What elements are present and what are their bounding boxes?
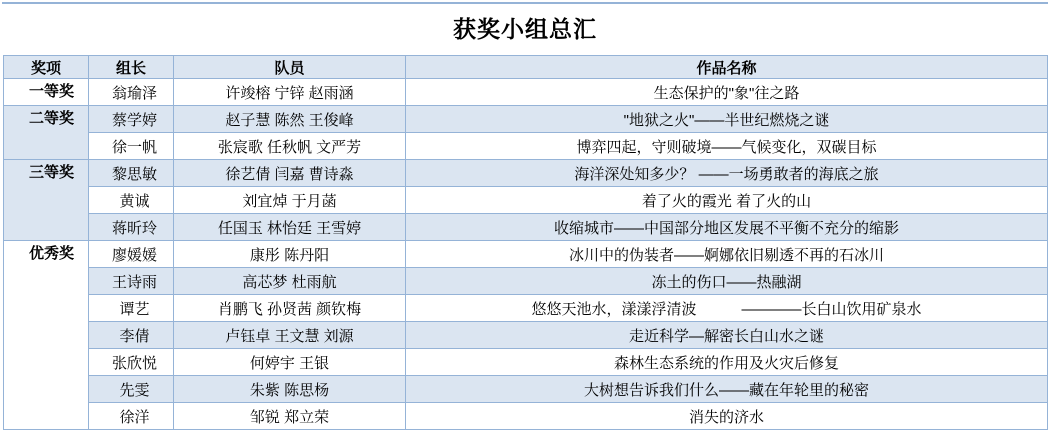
members-cell: 高芯梦 杜雨航	[174, 268, 406, 295]
leader-cell: 张欣悦	[89, 349, 174, 376]
work-cell: 走近科学—解密长白山水之谜	[406, 322, 1048, 349]
members-cell: 何婷宇 王银	[174, 349, 406, 376]
award-cell: 二等奖	[4, 106, 89, 160]
members-cell: 卢钰卓 王文慧 刘源	[174, 322, 406, 349]
members-cell: 肖鹏飞 孙贤茜 颜钦梅	[174, 295, 406, 322]
work-cell: 冻土的伤口——热融湖	[406, 268, 1048, 295]
table-row	[4, 241, 1048, 268]
header-members: 队员	[174, 56, 406, 79]
work-cell: 大树想告诉我们什么——藏在年轮里的秘密	[406, 376, 1048, 403]
header-award: 奖项	[4, 56, 89, 79]
members-cell: 康彤 陈丹阳	[174, 241, 406, 268]
table-row	[4, 403, 1048, 430]
table-row	[4, 187, 1048, 214]
leader-cell: 徐洋	[89, 403, 174, 430]
header-work: 作品名称	[406, 56, 1048, 79]
award-cell: 优秀奖	[4, 241, 89, 430]
work-cell: 冰川中的伪装者——婀娜依旧剔透不再的石冰川	[406, 241, 1048, 268]
leader-cell: 黄诚	[89, 187, 174, 214]
work-cell: 着了火的霞光 着了火的山	[406, 187, 1048, 214]
award-cell: 三等奖	[4, 160, 89, 241]
header-row	[4, 56, 1048, 79]
table-row	[4, 376, 1048, 403]
table-row	[4, 79, 1048, 106]
leader-cell: 徐一帆	[89, 133, 174, 160]
table-row	[4, 322, 1048, 349]
work-cell: 生态保护的"象"往之路	[406, 79, 1048, 106]
leader-cell: 翁瑜泽	[89, 79, 174, 106]
table-row	[4, 295, 1048, 322]
members-cell: 许竣榕 宁锌 赵雨涵	[174, 79, 406, 106]
table-row	[4, 133, 1048, 160]
leader-cell: 李倩	[89, 322, 174, 349]
work-cell: "地狱之火"——半世纪燃烧之谜	[406, 106, 1048, 133]
awards-table	[3, 55, 1048, 430]
document-page	[0, 2, 1050, 430]
members-cell: 赵子慧 陈然 王俊峰	[174, 106, 406, 133]
table-row	[4, 160, 1048, 187]
members-cell: 邹锐 郑立荣	[174, 403, 406, 430]
award-cell: 一等奖	[4, 79, 89, 106]
work-cell: 悠悠天池水，漾漾浮清波 ————长白山饮用矿泉水	[406, 295, 1048, 322]
leader-cell: 王诗雨	[89, 268, 174, 295]
header-leader: 组长	[89, 56, 174, 79]
table-row	[4, 106, 1048, 133]
leader-cell: 黎思敏	[89, 160, 174, 187]
members-cell: 朱紫 陈思杨	[174, 376, 406, 403]
work-cell: 博弈四起，守则破境——气候变化，双碳目标	[406, 133, 1048, 160]
members-cell: 徐艺倩 闫嘉 曹诗淼	[174, 160, 406, 187]
members-cell: 刘宜焯 于月菡	[174, 187, 406, 214]
leader-cell: 蒋昕玲	[89, 214, 174, 241]
leader-cell: 廖媛媛	[89, 241, 174, 268]
table-row	[4, 214, 1048, 241]
work-cell: 森林生态系统的作用及火灾后修复	[406, 349, 1048, 376]
work-cell: 收缩城市——中国部分地区发展不平衡不充分的缩影	[406, 214, 1048, 241]
page-title: 获奖小组总汇	[453, 16, 597, 42]
leader-cell: 谭艺	[89, 295, 174, 322]
table-row	[4, 349, 1048, 376]
members-cell: 张宸歌 任秋帆 文严芳	[174, 133, 406, 160]
members-cell: 任国玉 林怡廷 王雪婷	[174, 214, 406, 241]
work-cell: 海洋深处知多少？ ——一场勇敢者的海底之旅	[406, 160, 1048, 187]
leader-cell: 蔡学婷	[89, 106, 174, 133]
table-row	[4, 268, 1048, 295]
leader-cell: 先雯	[89, 376, 174, 403]
work-cell: 消失的济水	[406, 403, 1048, 430]
